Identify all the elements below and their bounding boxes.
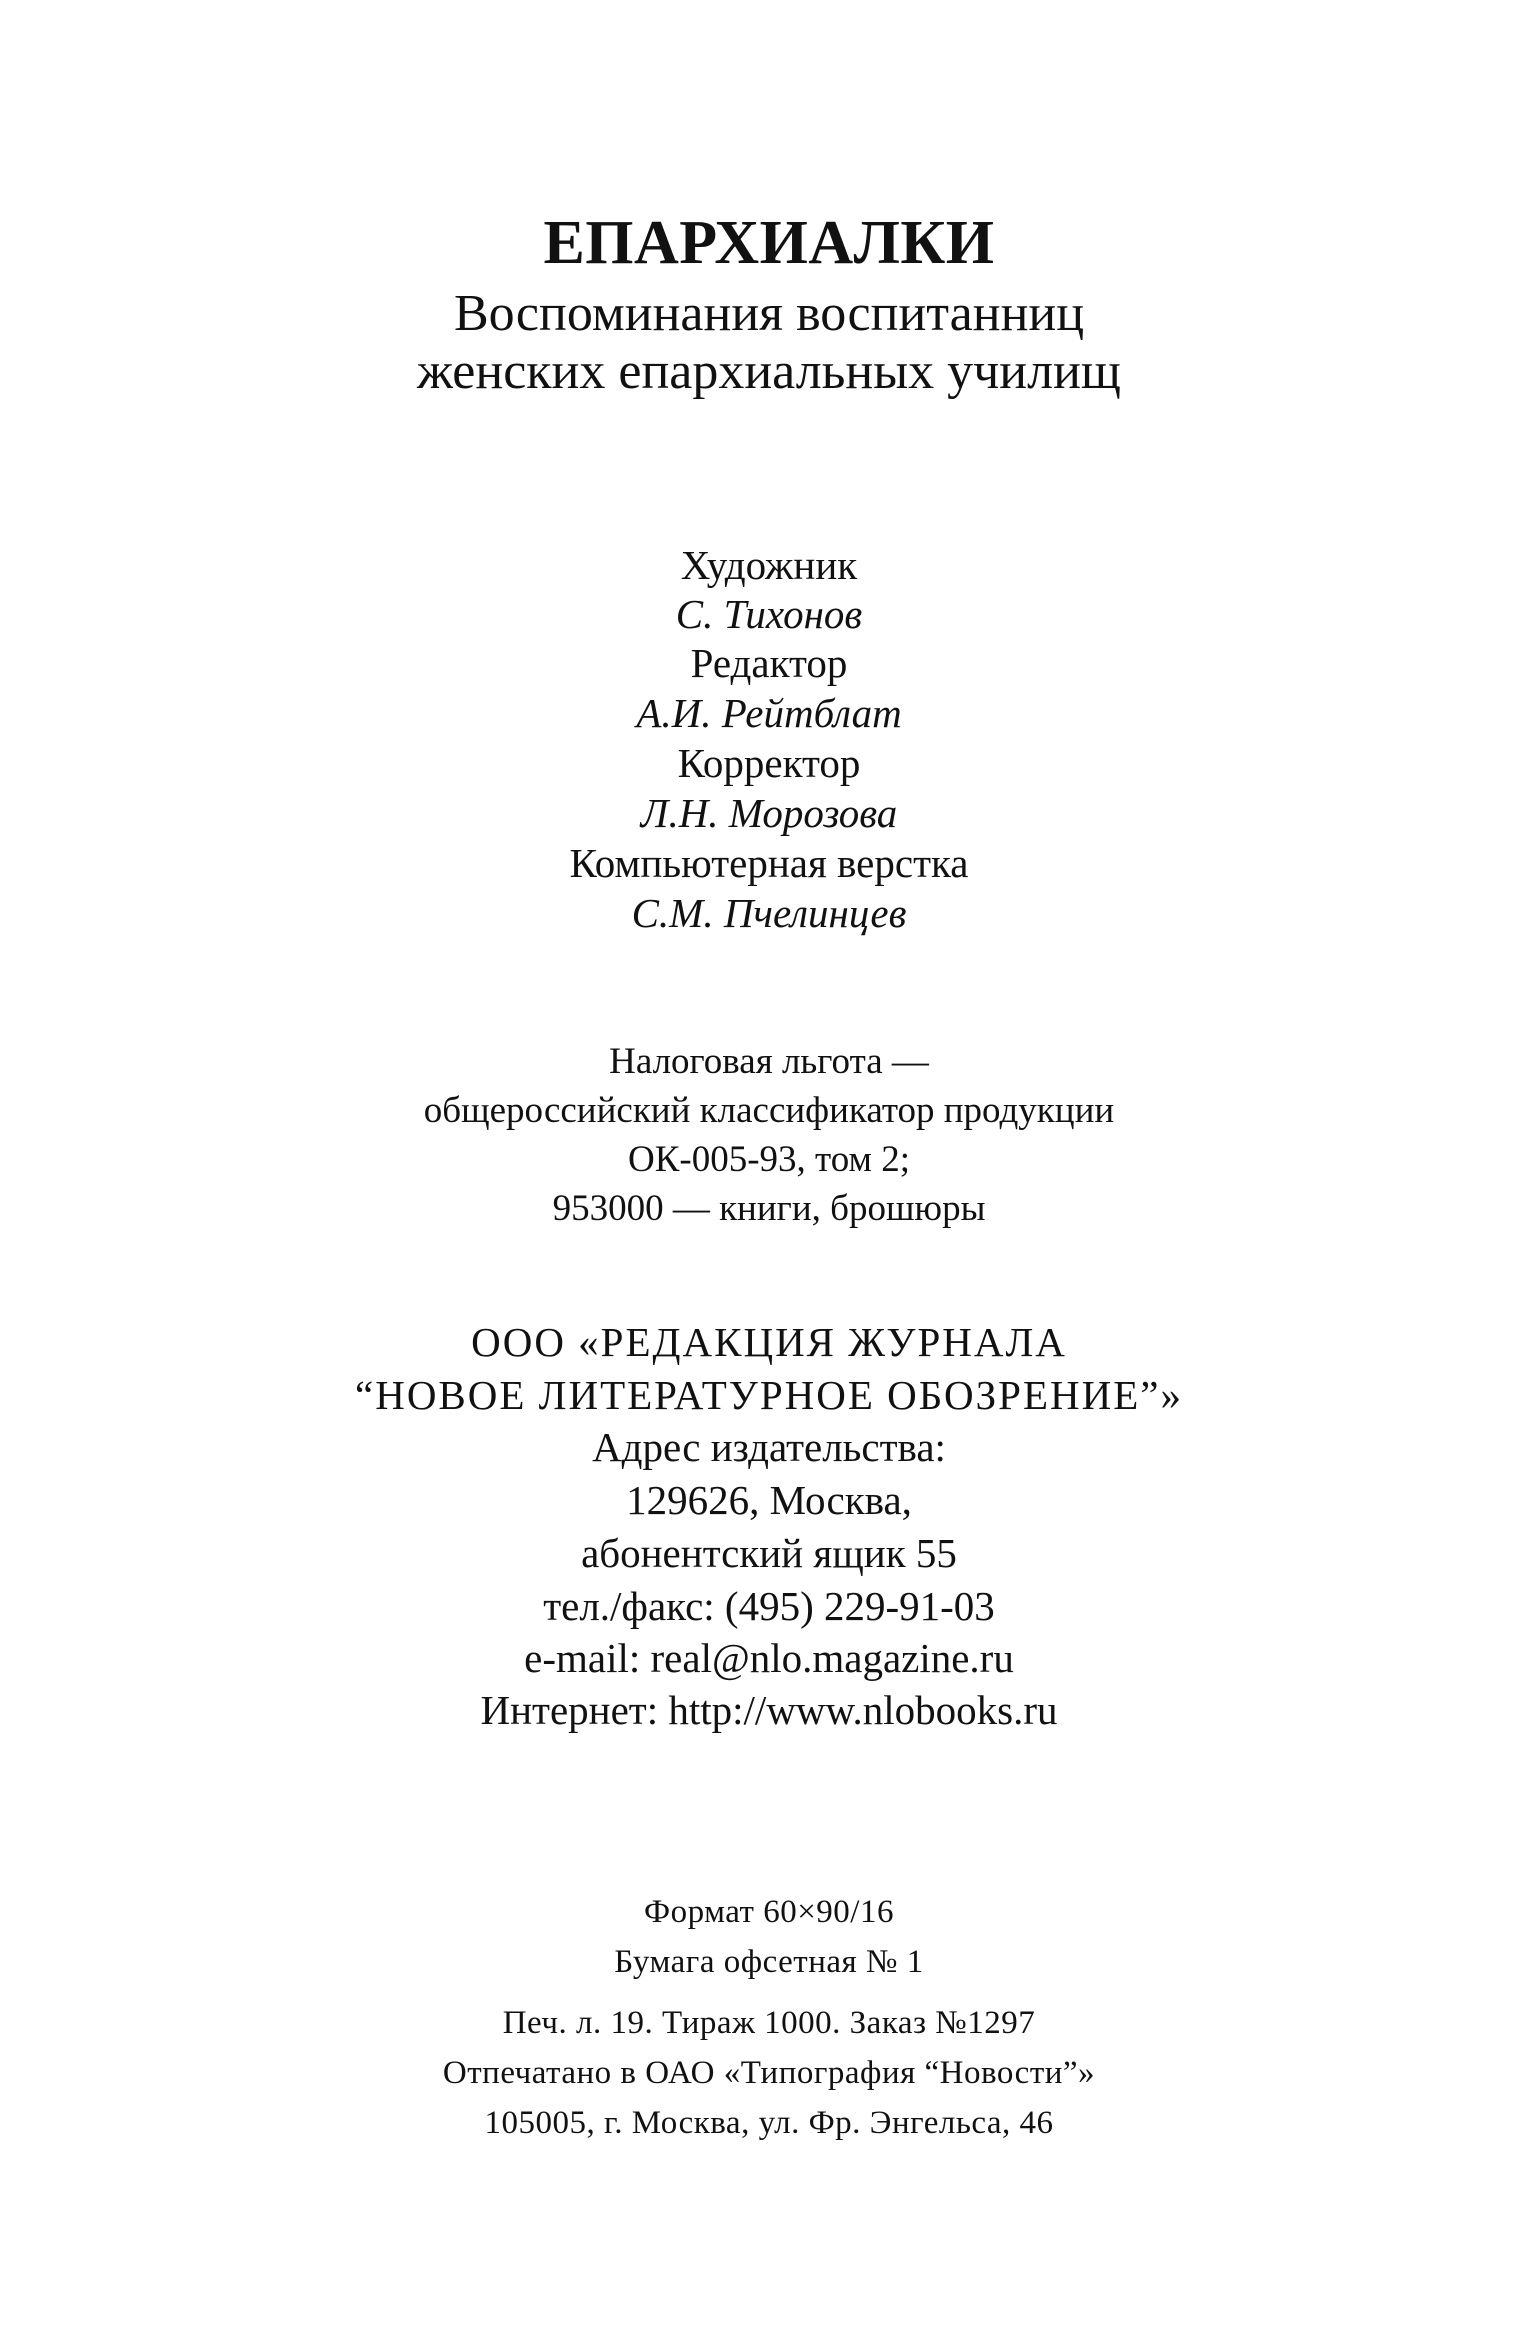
tax-info-line-1: Налоговая льгота — xyxy=(609,1041,929,1082)
credit-name-layout: С.М. Пчелинцев xyxy=(631,890,907,936)
publisher-website: Интернет: http://www.nlobooks.ru xyxy=(480,1687,1058,1733)
publisher-address-city: 129626, Москва, xyxy=(626,1477,912,1523)
print-paper: Бумага офсетная № 1 xyxy=(614,1944,924,1980)
publisher-name-line-2: “НОВОЕ ЛИТЕРАТУРНОЕ ОБОЗРЕНИЕ”» xyxy=(355,1372,1183,1418)
credit-name-proofreader: Л.Н. Морозова xyxy=(640,790,898,836)
print-run: Печ. л. 19. Тираж 1000. Заказ №1297 xyxy=(502,2005,1036,2041)
credit-role-artist: Художник xyxy=(680,542,858,588)
book-title: ЕПАРХИАЛКИ xyxy=(543,209,995,277)
printer-address: 105005, г. Москва, ул. Фр. Энгельса, 46 xyxy=(484,2105,1054,2141)
credit-name-editor: А.И. Рейтблат xyxy=(636,690,902,736)
print-format: Формат 60×90/16 xyxy=(644,1894,894,1930)
publisher-address-box: абонентский ящик 55 xyxy=(581,1530,957,1576)
credit-role-proofreader: Корректор xyxy=(677,740,861,786)
publisher-name-line-1: ООО «РЕДАКЦИЯ ЖУРНАЛА xyxy=(471,1319,1067,1365)
publisher-address-label: Адрес издательства: xyxy=(592,1424,946,1470)
tax-info-line-2: общероссийский классификатор продукции xyxy=(423,1090,1115,1131)
credit-name-artist: С. Тихонов xyxy=(675,591,863,637)
tax-info-line-3: ОК-005-93, том 2; xyxy=(628,1139,910,1180)
publisher-email: e-mail: real@nlo.magazine.ru xyxy=(524,1635,1014,1681)
publisher-phone: тел./факс: (495) 229-91-03 xyxy=(543,1583,995,1629)
printer-name: Отпечатано в ОАО «Типография “Новости”» xyxy=(442,2055,1096,2091)
book-subtitle-line-2: женских епархиальных училищ xyxy=(417,343,1121,400)
tax-info-line-4: 953000 — книги, брошюры xyxy=(552,1188,986,1229)
book-subtitle-line-1: Воспоминания воспитанниц xyxy=(453,285,1085,342)
credit-role-editor: Редактор xyxy=(690,640,848,686)
credit-role-layout: Компьютерная верстка xyxy=(569,840,969,886)
